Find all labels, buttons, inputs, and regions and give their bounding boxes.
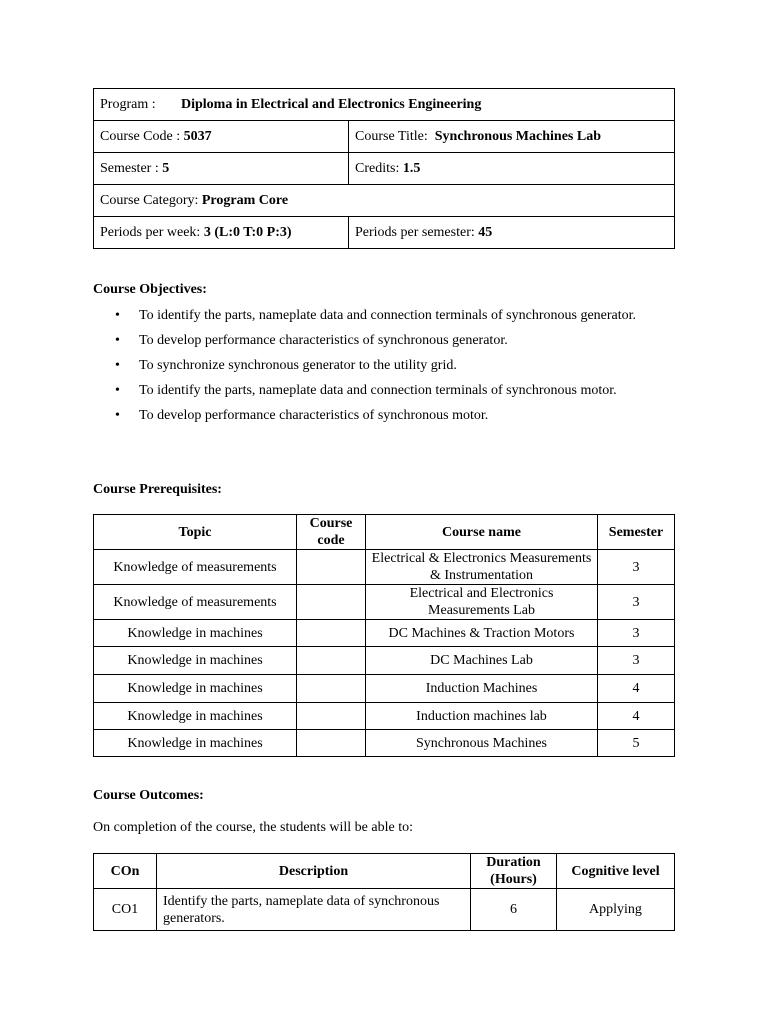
cell-topic: Knowledge in machines bbox=[94, 647, 297, 675]
cell-name: Electrical & Electronics Measurements & Instrumentation bbox=[366, 550, 598, 585]
cell-name: Synchronous Machines bbox=[366, 730, 598, 757]
credits-label: Credits: bbox=[355, 161, 400, 176]
cell-topic: Knowledge in machines bbox=[94, 620, 297, 647]
list-item bbox=[93, 332, 674, 349]
outcomes-heading: Course Outcomes: bbox=[93, 788, 204, 803]
objective-text: To synchronize synchronous generator to the utility grid. bbox=[139, 358, 457, 373]
cell-code bbox=[297, 703, 366, 730]
bullet-icon: • bbox=[115, 308, 120, 323]
bullet-icon: • bbox=[115, 358, 120, 373]
cell-name: Induction Machines bbox=[366, 675, 598, 703]
cell-semester: 3 bbox=[598, 620, 675, 647]
cell-code bbox=[297, 550, 366, 585]
program-cell bbox=[94, 89, 675, 121]
cell-name: Induction machines lab bbox=[366, 703, 598, 730]
cell-code bbox=[297, 620, 366, 647]
credits-cell bbox=[349, 153, 675, 185]
header-course-code: Course code bbox=[297, 515, 366, 550]
course-code-cell bbox=[94, 121, 349, 153]
cell-duration: 6 bbox=[471, 889, 557, 931]
cell-code bbox=[297, 730, 366, 757]
semester-label: Semester : bbox=[100, 161, 159, 176]
program-label: Program : bbox=[100, 97, 156, 112]
category-value: Program Core bbox=[201, 193, 289, 208]
cell-code bbox=[297, 585, 366, 620]
cell-description: Identify the parts, nameplate data of synchronous generators. bbox=[157, 889, 471, 931]
course-code-value: 5037 bbox=[183, 129, 212, 144]
list-item bbox=[93, 407, 674, 424]
cell-semester: 4 bbox=[598, 675, 675, 703]
table-row bbox=[94, 550, 675, 585]
objective-text: To develop performance characteristics of synchronous motor. bbox=[139, 408, 489, 423]
cell-semester: 3 bbox=[598, 550, 675, 585]
outcomes-table bbox=[93, 853, 675, 931]
course-code-row bbox=[94, 121, 675, 153]
objective-text: To develop performance characteristics of synchronous generator. bbox=[139, 333, 508, 348]
cell-code bbox=[297, 647, 366, 675]
course-title-cell bbox=[349, 121, 675, 153]
bullet-icon: • bbox=[115, 383, 120, 398]
semester-row bbox=[94, 153, 675, 185]
periods-semester-label: Periods per semester: bbox=[355, 225, 475, 240]
list-item bbox=[93, 307, 674, 324]
list-item bbox=[93, 357, 674, 374]
table-header-row bbox=[94, 515, 675, 550]
category-label: Course Category: bbox=[100, 193, 199, 208]
prerequisites-table bbox=[93, 514, 675, 757]
prerequisites-heading: Course Prerequisites: bbox=[93, 482, 222, 497]
program-value: Diploma in Electrical and Electronics Engineering bbox=[181, 97, 482, 112]
semester-value: 5 bbox=[162, 161, 170, 176]
table-row bbox=[94, 620, 675, 647]
header-con: COn bbox=[94, 854, 157, 889]
table-row bbox=[94, 703, 675, 730]
cell-topic: Knowledge in machines bbox=[94, 675, 297, 703]
cell-code bbox=[297, 675, 366, 703]
course-title-label: Course Title: bbox=[355, 129, 428, 144]
table-row bbox=[94, 585, 675, 620]
cell-cognitive-level: Applying bbox=[557, 889, 675, 931]
header-topic: Topic bbox=[94, 515, 297, 550]
header-description: Description bbox=[157, 854, 471, 889]
cell-semester: 3 bbox=[598, 647, 675, 675]
objective-text: To identify the parts, nameplate data and connection terminals of synchronous generator. bbox=[139, 308, 637, 323]
credits-value: 1.5 bbox=[402, 161, 421, 176]
objectives-heading: Course Objectives: bbox=[93, 282, 207, 297]
header-course-name: Course name bbox=[366, 515, 598, 550]
periods-row bbox=[94, 217, 675, 249]
header-cognitive-level: Cognitive level bbox=[557, 854, 675, 889]
cell-semester: 4 bbox=[598, 703, 675, 730]
outcomes-intro: On completion of the course, the students will be able to: bbox=[93, 820, 413, 835]
category-cell bbox=[94, 185, 675, 217]
table-row bbox=[94, 889, 675, 931]
cell-semester: 3 bbox=[598, 585, 675, 620]
table-row bbox=[94, 647, 675, 675]
cell-semester: 5 bbox=[598, 730, 675, 757]
program-row bbox=[94, 89, 675, 121]
table-row bbox=[94, 730, 675, 757]
course-code-label: Course Code : bbox=[100, 129, 181, 144]
cell-con: CO1 bbox=[94, 889, 157, 931]
periods-semester-value: 45 bbox=[478, 225, 493, 240]
course-info-table bbox=[93, 88, 675, 249]
semester-cell bbox=[94, 153, 349, 185]
objective-text: To identify the parts, nameplate data and connection terminals of synchronous motor. bbox=[139, 383, 617, 398]
table-header-row bbox=[94, 854, 675, 889]
bullet-icon: • bbox=[115, 333, 120, 348]
cell-name: Electrical and Electronics Measurements Lab bbox=[366, 585, 598, 620]
table-row bbox=[94, 675, 675, 703]
bullet-icon: • bbox=[115, 408, 120, 423]
cell-topic: Knowledge of measurements bbox=[94, 550, 297, 585]
periods-semester-cell bbox=[349, 217, 675, 249]
cell-topic: Knowledge of measurements bbox=[94, 585, 297, 620]
periods-week-value: 3 (L:0 T:0 P:3) bbox=[203, 225, 292, 240]
cell-name: DC Machines & Traction Motors bbox=[366, 620, 598, 647]
category-row bbox=[94, 185, 675, 217]
periods-week-label: Periods per week: bbox=[100, 225, 201, 240]
objectives-list bbox=[93, 307, 674, 432]
header-duration: Duration (Hours) bbox=[471, 854, 557, 889]
cell-topic: Knowledge in machines bbox=[94, 703, 297, 730]
course-title-value: Synchronous Machines Lab bbox=[434, 129, 601, 144]
cell-name: DC Machines Lab bbox=[366, 647, 598, 675]
periods-week-cell bbox=[94, 217, 349, 249]
cell-topic: Knowledge in machines bbox=[94, 730, 297, 757]
list-item bbox=[93, 382, 674, 399]
header-semester: Semester bbox=[598, 515, 675, 550]
